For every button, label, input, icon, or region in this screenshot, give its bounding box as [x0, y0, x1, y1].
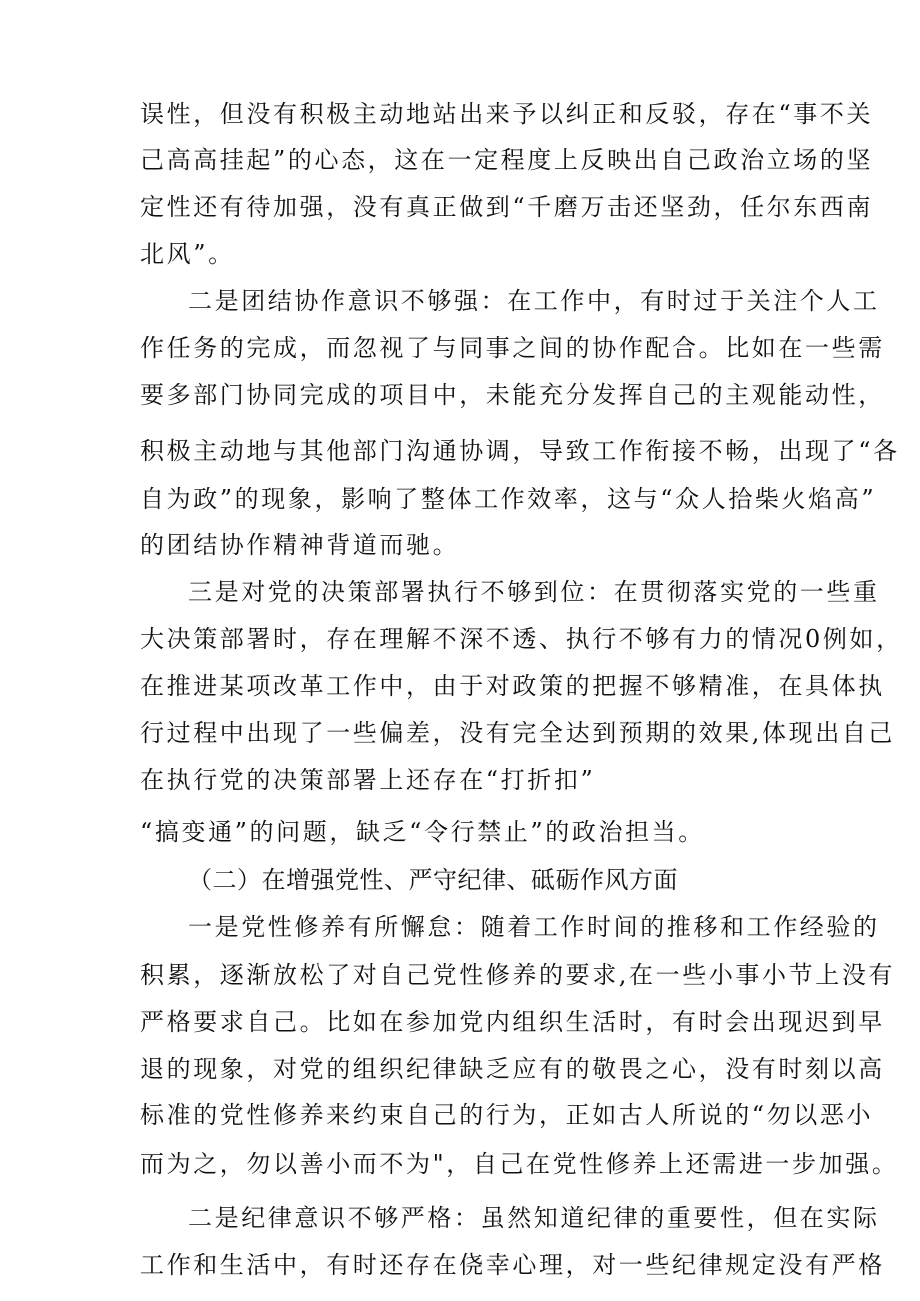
text-line-11: 三是对党的决策部署执行不够到位：在贯彻落实党的一些重 — [188, 578, 880, 606]
text-line-15: 在执行党的决策部署上还存在“打折扣” — [140, 766, 596, 794]
text-line-16: “搞变通”的问题，缺乏“令行禁止”的政治担当。 — [140, 818, 705, 846]
text-line-24: 工作和生活中，有时还存在侥幸心理，对一些纪律规定没有严格 — [140, 1251, 885, 1279]
text-line-10: 的团结协作精神背道而驰。 — [140, 531, 460, 559]
text-line-23: 二是纪律意识不够严格：虽然知道纪律的重要性，但在实际 — [188, 1204, 880, 1232]
text-line-17: 一是党性修养有所懈怠：随着工作时间的推移和工作经验的 — [188, 913, 880, 941]
text-line-18: 积累，逐渐放松了对自己党性修养的要求,在一些小事小节上没有 — [140, 961, 896, 989]
text-line-22: 而为之，勿以善小而不为"，自己在党性修养上还需进一步加强。 — [140, 1150, 899, 1178]
text-line-7: 要多部门协同完成的项目中，未能充分发挥自己的主观能动性， — [140, 381, 885, 409]
text-line-21: 标准的党性修养来约束自己的行为，正如古人所说的“勿以恶小 — [140, 1101, 874, 1129]
text-line-1: 误性，但没有积极主动地站出来予以纠正和反驳，存在“事不关 — [140, 100, 874, 128]
text-line-6: 作任务的完成，而忽视了与同事之间的协作配合。比如在一些需 — [140, 334, 885, 362]
text-line-13: 在推进某项改革工作中，由于对政策的把握不够精准，在具体执 — [140, 672, 885, 700]
text-line-14: 行过程中出现了一些偏差，没有完全达到预期的效果,体现出自己 — [140, 719, 896, 747]
text-line-8: 积极主动地与其他部门沟通协调，导致工作衔接不畅，出现了“各 — [140, 437, 900, 465]
section-heading: （二）在增强党性、严守纪律、砥砺作风方面 — [188, 866, 678, 894]
text-line-20: 退的现象，对党的组织纪律缺乏应有的敬畏之心，没有时刻以高 — [140, 1055, 885, 1083]
text-line-3: 定性还有待加强，没有真正做到“千磨万击还坚劲，任尔东西南 — [140, 193, 874, 221]
text-line-9: 自为政”的现象，影响了整体工作效率，这与“众人拾柴火焰高” — [140, 485, 877, 513]
text-line-5: 二是团结协作意识不够强：在工作中，有时过于关注个人工 — [188, 287, 880, 315]
text-line-4: 北风”。 — [140, 240, 235, 268]
text-line-19: 严格要求自己。比如在参加党内组织生活时，有时会出现迟到早 — [140, 1008, 885, 1036]
text-line-2: 己高高挂起”的心态，这在一定程度上反映出自己政治立场的坚 — [140, 146, 874, 174]
text-line-12: 大决策部署时，存在理解不深不透、执行不够有力的情况0例如， — [140, 625, 903, 653]
